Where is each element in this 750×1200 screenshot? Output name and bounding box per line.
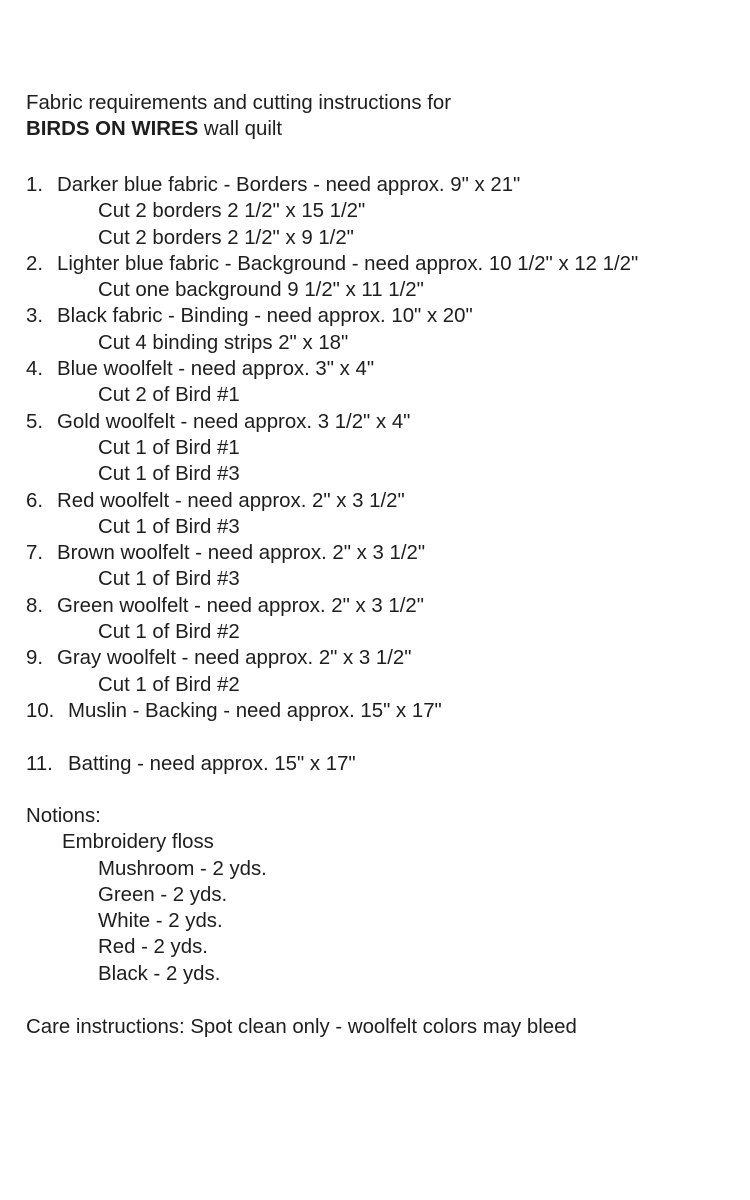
- list-item: [26, 172, 638, 198]
- item-number: 6.: [26, 489, 44, 512]
- item-text: Green woolfelt - need approx. 2" x 3 1/2": [57, 594, 424, 617]
- heading-intro: Fabric requirements and cutting instructions for: [26, 92, 451, 114]
- item-number: 8.: [26, 594, 44, 617]
- notions-section: [26, 803, 267, 987]
- list-item: [26, 488, 638, 514]
- cut-instruction: Cut 2 of Bird #1: [98, 384, 240, 407]
- quilt-title-suffix: wall quilt: [198, 118, 283, 141]
- list-item: [26, 698, 638, 724]
- notions-label: Notions:: [26, 805, 101, 827]
- item-number: 3.: [26, 305, 44, 328]
- list-item: [26, 409, 638, 435]
- item-text: Black fabric - Binding - need approx. 10" x 20": [57, 305, 473, 328]
- floss-label: Embroidery floss: [62, 831, 214, 854]
- item-number: 9.: [26, 647, 44, 670]
- cut-instruction: Cut 1 of Bird #2: [98, 621, 240, 644]
- cut-instruction: Cut 1 of Bird #3: [98, 515, 240, 538]
- heading-title-line: [26, 116, 451, 142]
- care-instructions: Care instructions: Spot clean only - woolfelt colors may bleed: [26, 1016, 577, 1038]
- floss-item: Mushroom - 2 yds.: [98, 857, 267, 880]
- cut-instruction: Cut 1 of Bird #2: [98, 673, 240, 696]
- page-heading: [26, 90, 451, 143]
- list-item: [26, 303, 638, 329]
- floss-item: Green - 2 yds.: [98, 883, 228, 906]
- list-item: [26, 356, 638, 382]
- item-number: 7.: [26, 542, 44, 565]
- item-text: Blue woolfelt - need approx. 3" x 4": [57, 358, 375, 381]
- item-number: 11.: [26, 752, 53, 775]
- cut-instruction: Cut 1 of Bird #3: [98, 568, 240, 591]
- list-item: [26, 251, 638, 277]
- item-number: 5.: [26, 410, 44, 433]
- list-spacer: [26, 724, 638, 750]
- list-item: [26, 645, 638, 671]
- cut-instruction: Cut 4 binding strips 2" x 18": [98, 331, 349, 354]
- item-number: 2.: [26, 252, 44, 275]
- item-number: 10.: [26, 699, 55, 722]
- list-item: [26, 593, 638, 619]
- floss-item: Red - 2 yds.: [98, 936, 208, 959]
- cut-instruction: Cut 1 of Bird #1: [98, 436, 240, 459]
- floss-item: Black - 2 yds.: [98, 962, 221, 985]
- list-item: [26, 540, 638, 566]
- item-number: 1.: [26, 174, 44, 196]
- cut-instruction: Cut 2 borders 2 1/2" x 15 1/2": [98, 200, 366, 223]
- item-text: Gray woolfelt - need approx. 2" x 3 1/2": [57, 647, 412, 670]
- item-text: Darker blue fabric - Borders - need approx. 9" x 21": [57, 174, 521, 196]
- floss-list: [26, 856, 267, 987]
- fabric-list: [26, 172, 638, 777]
- cut-instruction: Cut 2 borders 2 1/2" x 9 1/2": [98, 226, 354, 249]
- item-text: Batting - need approx. 15" x 17": [68, 752, 356, 775]
- item-text: Lighter blue fabric - Background - need approx. 10 1/2" x 12 1/2": [57, 252, 639, 275]
- cut-instruction: Cut 1 of Bird #3: [98, 463, 240, 486]
- list-item: [26, 751, 638, 777]
- item-text: Red woolfelt - need approx. 2" x 3 1/2": [57, 489, 405, 512]
- item-text: Brown woolfelt - need approx. 2" x 3 1/2": [57, 542, 426, 565]
- item-text: Muslin - Backing - need approx. 15" x 17": [68, 699, 442, 722]
- quilt-title: BIRDS ON WIRES: [26, 118, 199, 141]
- item-text: Gold woolfelt - need approx. 3 1/2" x 4": [57, 410, 411, 433]
- floss-item: White - 2 yds.: [98, 910, 223, 933]
- item-number: 4.: [26, 358, 44, 381]
- cut-instruction: Cut one background 9 1/2" x 11 1/2": [98, 279, 424, 302]
